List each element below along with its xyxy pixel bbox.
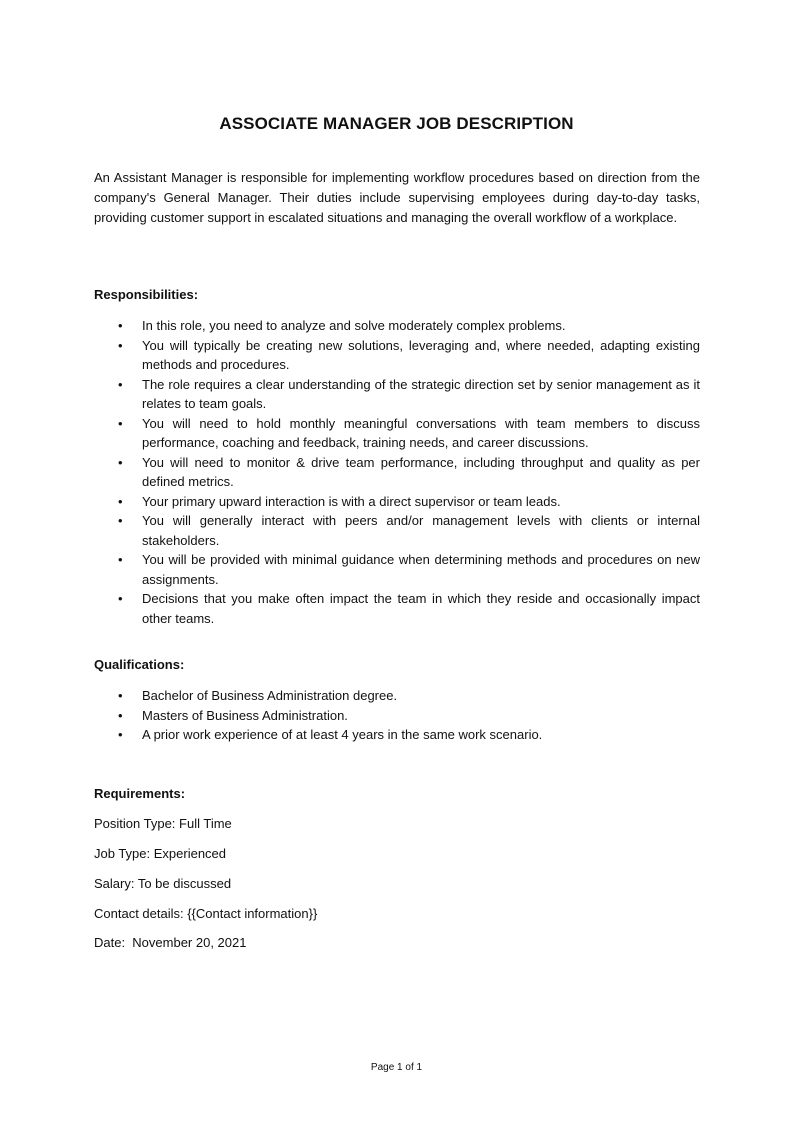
bullet-icon: • bbox=[118, 707, 123, 723]
intro-paragraph: An Assistant Manager is responsible for implementing workflow procedures based on direction from the company's General Manager. Their duties include supervising employees during day-to-day tasks, providing customer support in escalated situations and managing the overall workflow of a workplace. bbox=[94, 170, 700, 225]
bullet-icon: • bbox=[118, 376, 123, 392]
list-item bbox=[94, 492, 700, 512]
job-type: Job Type: Experienced bbox=[94, 846, 227, 861]
list-item bbox=[94, 414, 700, 453]
list-item bbox=[94, 336, 700, 375]
bullet-icon: • bbox=[118, 688, 123, 703]
list-item-text: Your primary upward interaction is with a direct supervisor or team leads. bbox=[142, 493, 561, 509]
bullet-icon: • bbox=[118, 591, 123, 606]
bullet-icon: • bbox=[118, 318, 123, 333]
list-item bbox=[94, 316, 700, 336]
list-item-text: Masters of Business Administration. bbox=[142, 707, 348, 723]
list-item-text: A prior work experience of at least 4 years in the same work scenario. bbox=[142, 727, 543, 742]
bullet-icon: • bbox=[118, 415, 123, 431]
qualifications-list bbox=[94, 686, 700, 745]
list-item-text: Bachelor of Business Administration degree. bbox=[142, 688, 398, 703]
list-item bbox=[94, 511, 700, 550]
list-item-text: In this role, you need to analyze and solve moderately complex problems. bbox=[142, 318, 566, 333]
list-item bbox=[94, 725, 700, 745]
document-title: ASSOCIATE MANAGER JOB DESCRIPTION bbox=[219, 114, 574, 133]
list-item bbox=[94, 589, 700, 628]
responsibilities-heading: Responsibilities: bbox=[94, 287, 199, 302]
qualifications-heading: Qualifications: bbox=[94, 657, 185, 672]
bullet-icon: • bbox=[118, 513, 123, 528]
bullet-icon: • bbox=[118, 454, 123, 470]
list-item-text: You will typically be creating new solutions, leveraging and, where needed, adapting existing methods and procedures. bbox=[142, 337, 700, 372]
list-item bbox=[94, 453, 700, 492]
list-item bbox=[94, 686, 700, 706]
list-item bbox=[94, 706, 700, 726]
list-item bbox=[94, 550, 700, 589]
list-item-text: The role requires a clear understanding of the strategic direction set by senior management as it relates to team goals. bbox=[142, 376, 700, 411]
list-item bbox=[94, 375, 700, 414]
bullet-icon: • bbox=[118, 493, 123, 509]
list-item-text: You will be provided with minimal guidance when determining methods and procedures on new assignments. bbox=[142, 552, 700, 587]
requirements-heading: Requirements: bbox=[94, 786, 186, 801]
list-item-text: You will generally interact with peers and/or management levels with clients or internal stakeholders. bbox=[142, 513, 700, 548]
bullet-icon: • bbox=[118, 552, 123, 567]
position-type: Position Type: Full Time bbox=[94, 816, 232, 831]
bullet-icon: • bbox=[118, 337, 123, 353]
bullet-icon: • bbox=[118, 727, 123, 742]
date: Date: November 20, 2021 bbox=[94, 935, 247, 950]
page-footer: Page 1 of 1 bbox=[370, 1062, 423, 1073]
list-item-text: You will need to hold monthly meaningful conversations with team members to discuss performance, coaching and feedback, training needs, and career discussions. bbox=[142, 415, 700, 450]
responsibilities-list bbox=[94, 316, 700, 628]
list-item-text: You will need to monitor & drive team performance, including throughput and quality as per defined metrics. bbox=[142, 454, 700, 489]
list-item-text: Decisions that you make often impact the team in which they reside and occasionally impact other teams. bbox=[142, 591, 700, 626]
salary: Salary: To be discussed bbox=[94, 876, 232, 891]
contact-details: Contact details: {{Contact information}} bbox=[94, 906, 318, 921]
